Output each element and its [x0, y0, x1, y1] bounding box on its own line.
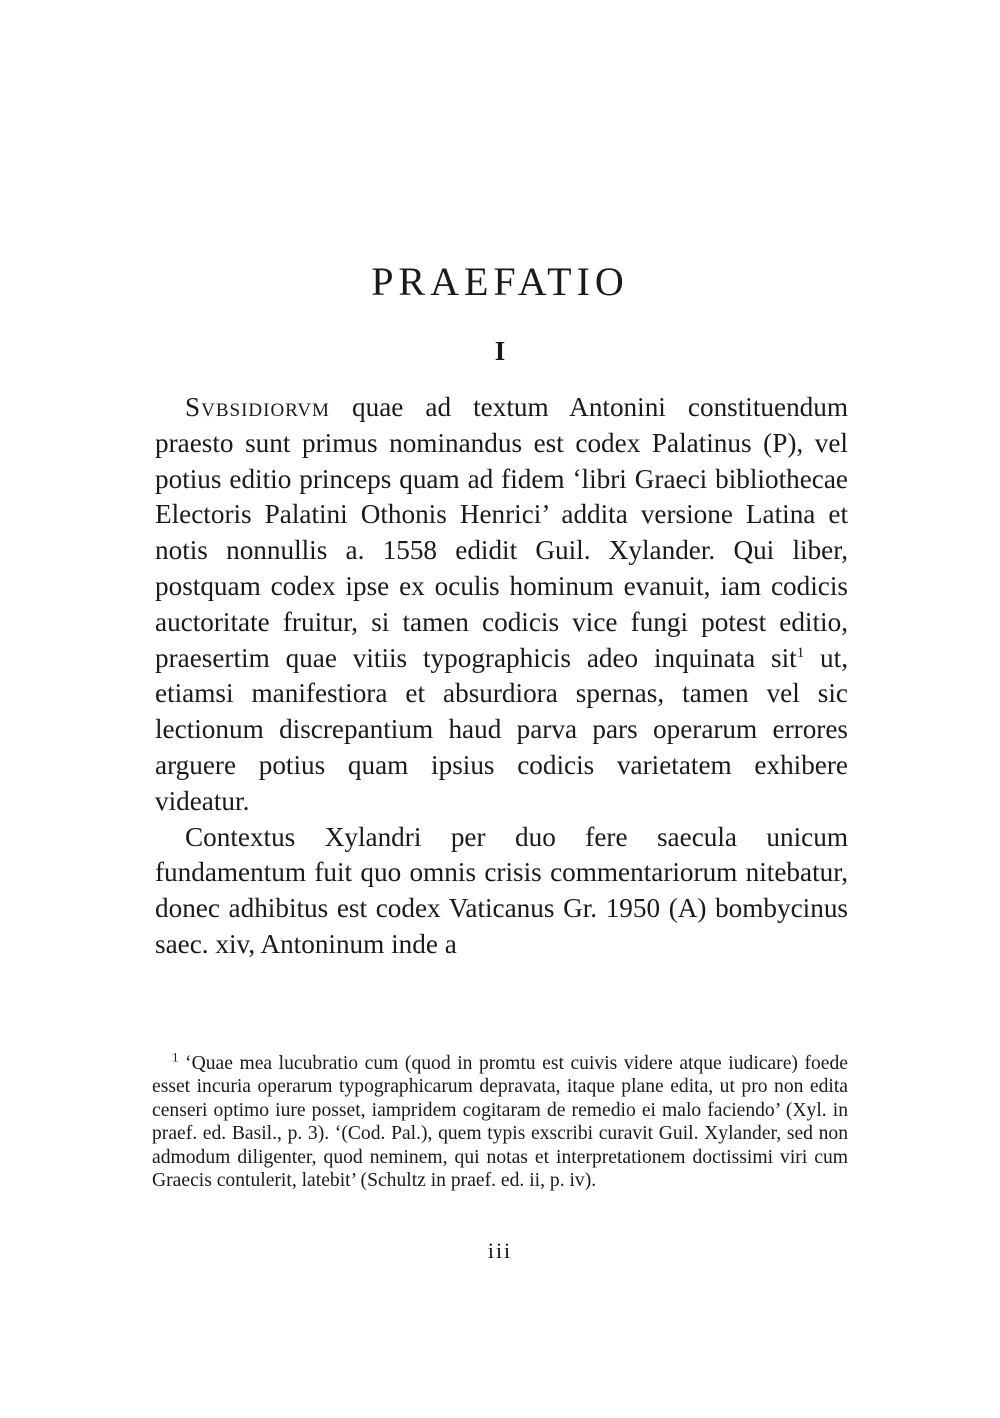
page-number: iii [487, 1238, 513, 1263]
footnote [152, 1049, 848, 1192]
opening-word: Svbsidiorvm [185, 392, 330, 422]
paragraph-2: Contextus Xylandri per duo fere saecula unicum fundamentum fuit quo omnis crisis commentariorum nitebatur, donec adhibitus est codex Vaticanus Gr. 1950 (A) bombycinus saec. xiv, Antoninum inde a [155, 821, 848, 959]
footnote-reference: 1 [796, 644, 805, 661]
paragraph-1 [155, 390, 848, 820]
footnote-mark: 1 [172, 1049, 179, 1065]
footnote-text: ‘Quae mea lucubratio cum (quod in promtu est cuivis videre atque iudicare) foede esset incuria operarum typographicarum depravata, itaque plane edita, ut pro non edita censeri optimo iure posset, iampridem cogitaram de remedio ei malo faciendo’ (Xyl. in praef. ed. Basil., p. 3). ‘(Cod. Pal.), quem typis exscribi curavit Guil. Xylander, sed non admodum diligenter, quod neminem, qui notas et interpretationem doctissimi viri cum Graecis contulerit, latebit’ (Schultz in praef. ed. ii, p. iv). [152, 1053, 848, 1192]
page-title: PRAEFATIO [371, 259, 629, 304]
section-number: I [494, 336, 506, 366]
paragraph-1-text-a: quae ad textum Antonini constituendum praesto sunt primus nominandus est codex Palatinus (P), vel potius editio princeps quam ad fidem ‘libri Graeci bibliothecae Electoris Palatini Othonis Henrici’ addita versione Latina et notis nonnullis a. 1558 edidit Guil. Xylander. Qui liber, postquam codex ipse ex oculis hominum evanuit, iam codicis auctoritate fruitur, si tamen codicis vice fungi potest editio, praesertim quae vitiis typographicis adeo inquinata sit [155, 392, 848, 673]
paragraph-1-text-b: ut, etiamsi manifestiora et absurdiora spernas, tamen vel sic lectionum discrepantium haud parva pars operarum errores arguere potius quam ipsius codicis varietatem exhibere videatur. [155, 642, 848, 816]
main-text [155, 390, 848, 963]
